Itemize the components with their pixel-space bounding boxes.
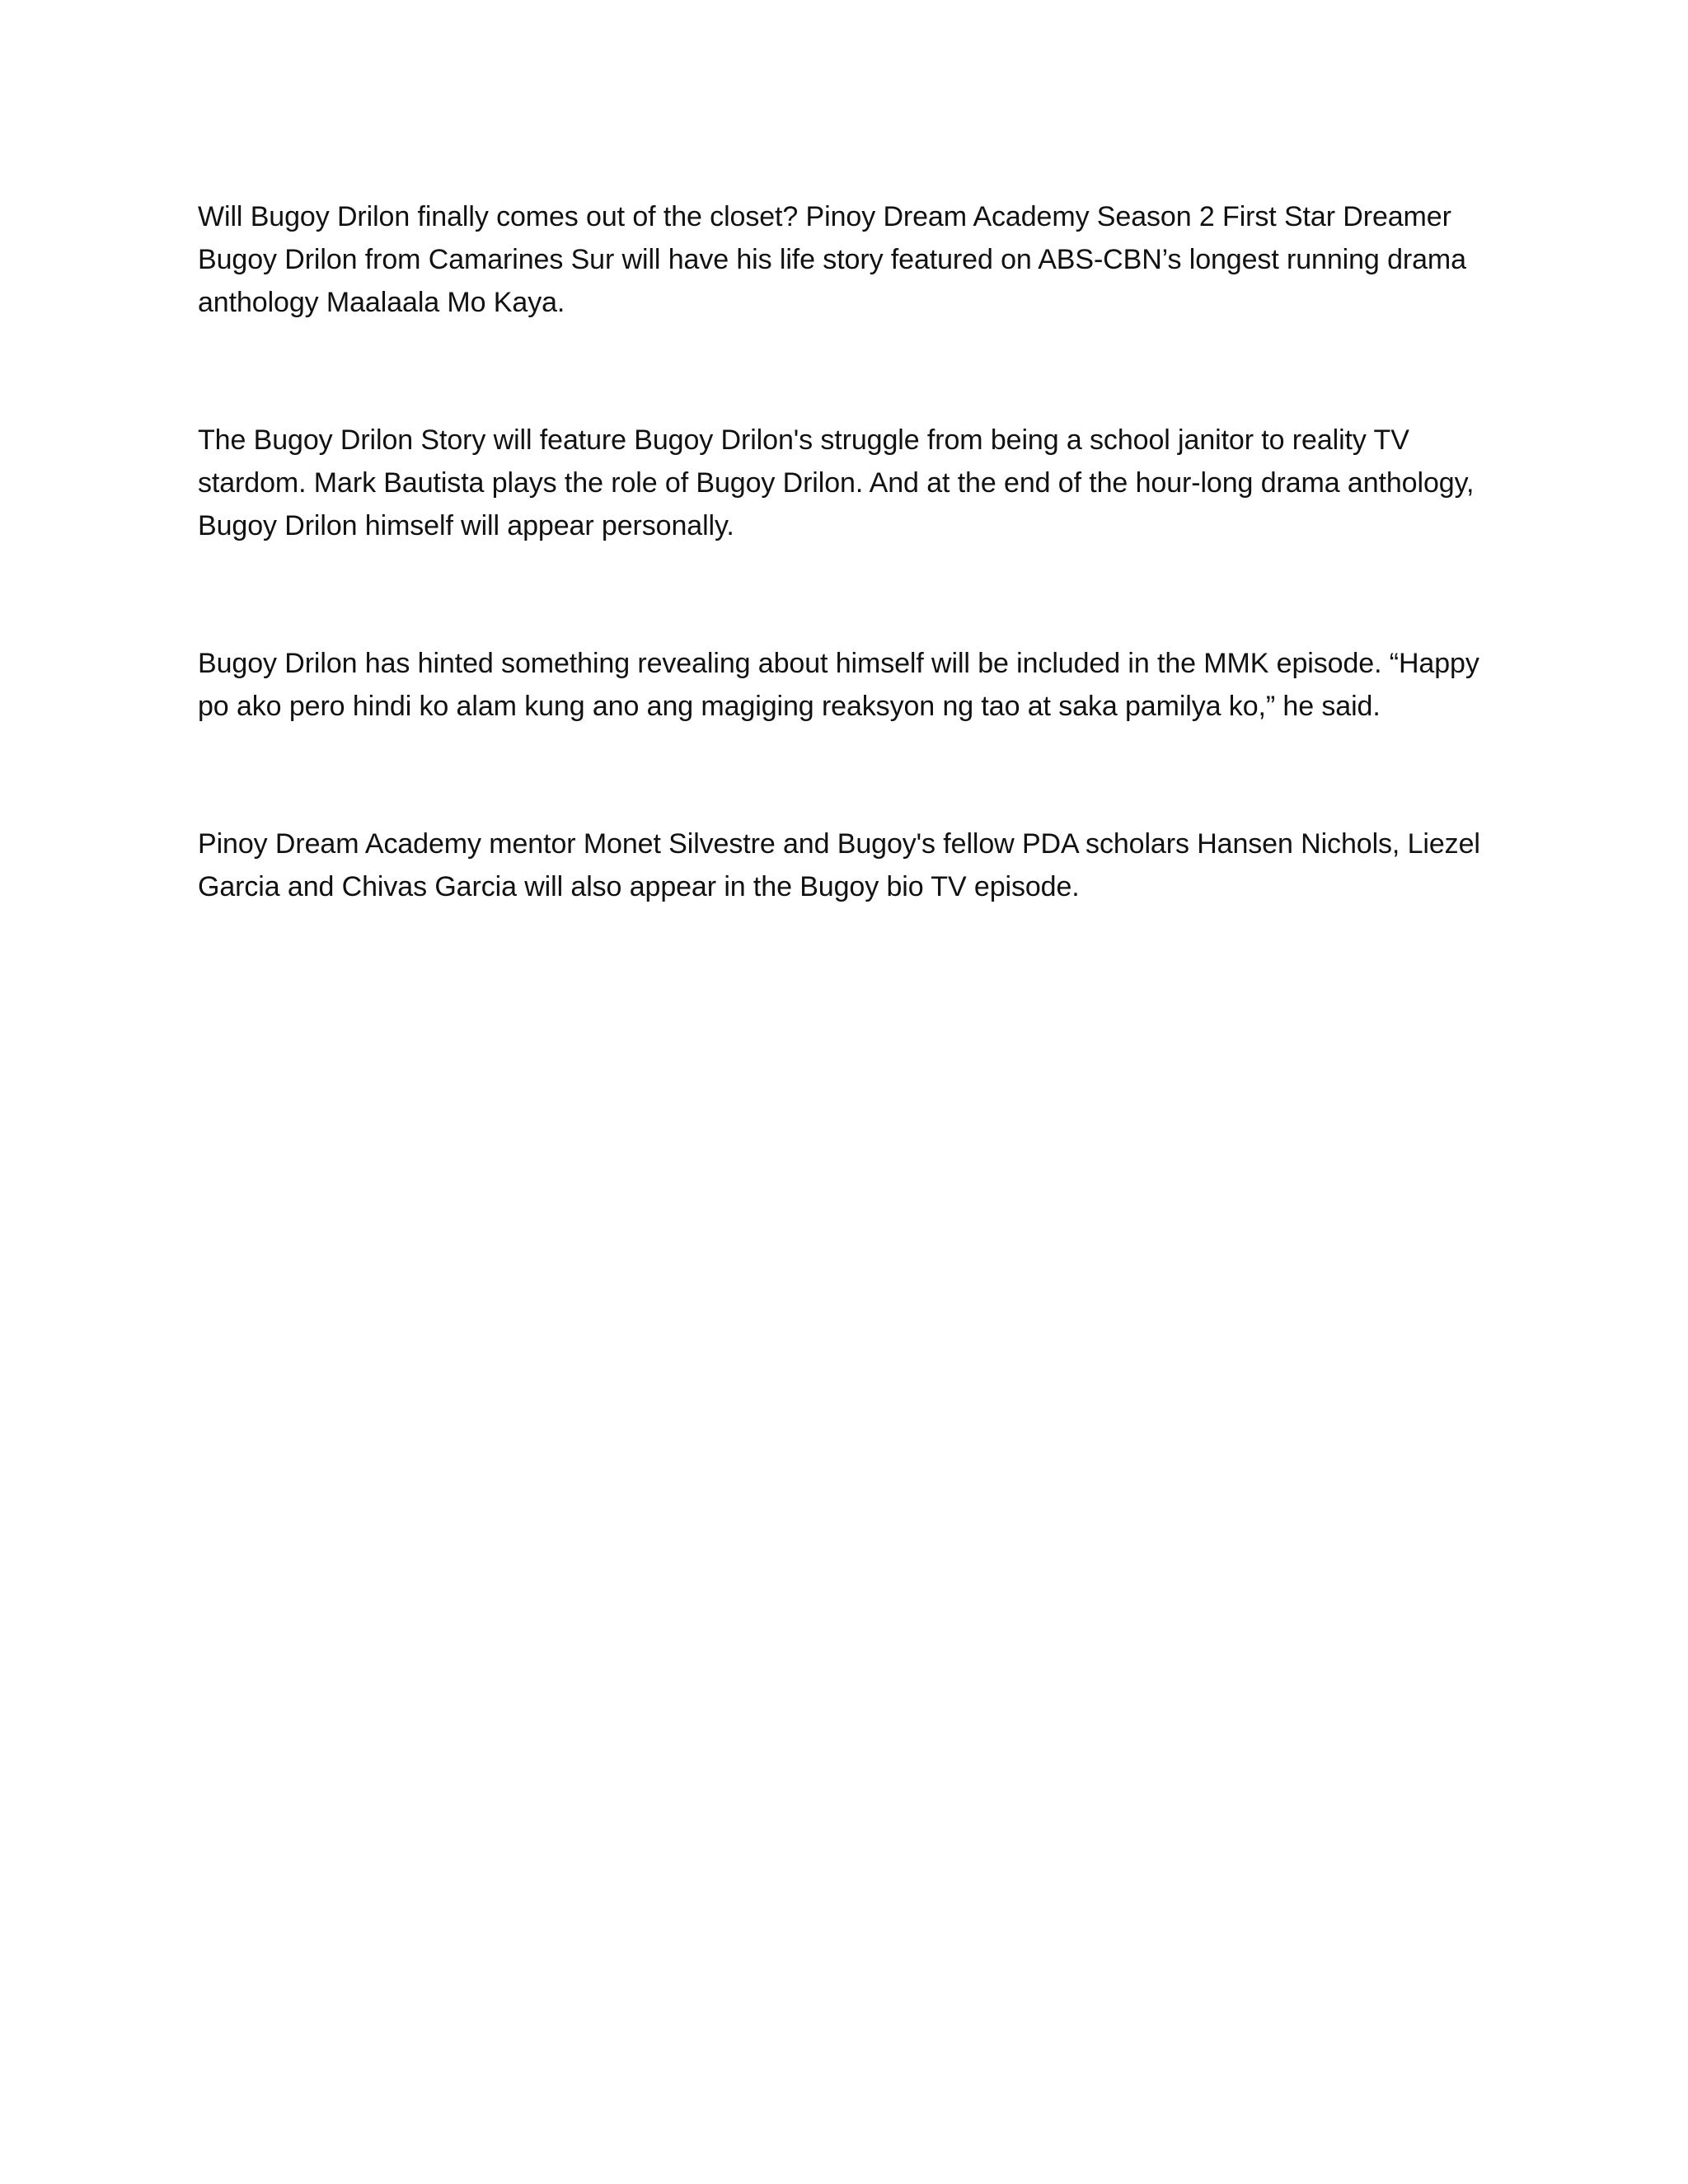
paragraph-3: Bugoy Drilon has hinted something revealing about himself will be included in the MMK episode. “Happy po ako pero hindi ko alam kung ano ang magiging reaksyon ng tao at saka pamilya ko,” he said. [198, 648, 1479, 722]
paragraph-4: Pinoy Dream Academy mentor Monet Silvestre and Bugoy's fellow PDA scholars Hansen Nichols, Liezel Garcia and Chivas Garcia will also appear in the Bugoy bio TV episode. [198, 828, 1480, 902]
paragraph-1: Will Bugoy Drilon finally comes out of the closet? Pinoy Dream Academy Season 2 First Star Dreamer Bugoy Drilon from Camarines Sur will have his life story featured on ABS-CBN’s longest running drama anthology Maalaala Mo Kaya. [198, 201, 1466, 318]
paragraph-2: The Bugoy Drilon Story will feature Bugoy Drilon's struggle from being a school janitor to reality TV stardom. Mark Bautista plays the role of Bugoy Drilon. And at the end of the hour-long drama anthology, Bugoy Drilon himself will appear personally. [198, 424, 1475, 541]
